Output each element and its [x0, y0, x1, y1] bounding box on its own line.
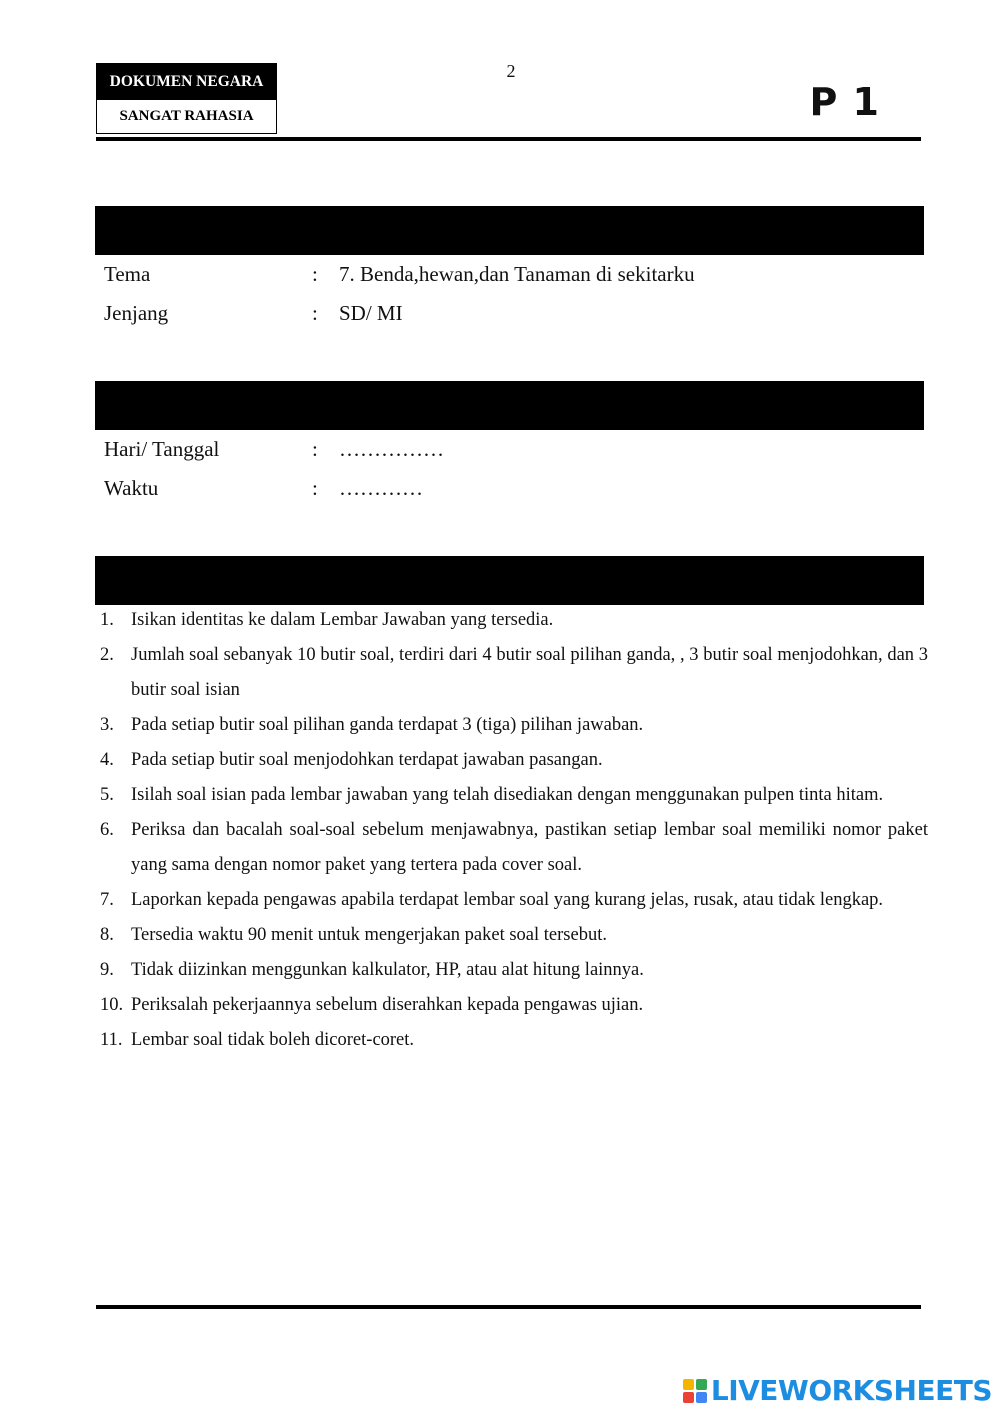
item-number: 5.	[100, 785, 114, 805]
item-number: 2.	[100, 645, 114, 665]
section-bar-identity	[95, 206, 924, 255]
item-number: 9.	[100, 960, 114, 980]
list-item	[100, 743, 928, 778]
paket-code: P 1	[809, 80, 880, 124]
logo-tile	[696, 1379, 707, 1390]
section-bar-schedule	[95, 381, 924, 430]
footer-divider	[96, 1305, 921, 1309]
badge-bottom-label: SANGAT RAHASIA	[119, 108, 254, 124]
info-value: 7. Benda,hewan,dan Tanaman di sekitarku	[339, 262, 695, 286]
item-text: Tersedia waktu 90 menit untuk mengerjakan paket soal tersebut.	[131, 925, 607, 945]
info-label: Jenjang	[104, 301, 169, 325]
item-number: 6.	[100, 820, 114, 840]
info-label: Hari/ Tanggal	[104, 437, 220, 461]
liveworksheets-watermark	[683, 1374, 992, 1407]
list-item	[100, 883, 928, 918]
list-item	[100, 638, 928, 708]
info-value: SD/ MI	[339, 301, 403, 325]
badge-top-label: DOKUMEN NEGARA	[97, 64, 276, 100]
info-separator: :	[312, 437, 318, 461]
item-text: Jumlah soal sebanyak 10 butir soal, terdiri dari 4 butir soal pilihan ganda, , 3 butir soal menjodohkan, dan 3 butir soal isian	[131, 645, 928, 700]
list-item	[100, 603, 928, 638]
item-text: Isilah soal isian pada lembar jawaban yang telah disediakan dengan menggunakan pulpen tinta hitam.	[131, 785, 884, 805]
item-number: 11.	[100, 1030, 123, 1050]
list-item	[100, 1023, 928, 1058]
item-text: Isikan identitas ke dalam Lembar Jawaban yang tersedia.	[131, 610, 554, 630]
header-divider	[96, 137, 921, 141]
logo-tile	[683, 1392, 694, 1403]
liveworksheets-logo-icon	[683, 1379, 707, 1403]
info-label: Waktu	[104, 476, 159, 500]
item-number: 1.	[100, 610, 114, 630]
logo-tile	[683, 1379, 694, 1390]
item-text: Lembar soal tidak boleh dicoret-coret.	[131, 1030, 415, 1050]
list-item	[100, 953, 928, 988]
info-row-jenjang	[104, 298, 904, 328]
info-row-hari-tanggal	[104, 434, 904, 464]
section-bar-instructions	[95, 556, 924, 605]
info-row-waktu	[104, 473, 904, 503]
list-item	[100, 813, 928, 883]
item-number: 4.	[100, 750, 114, 770]
item-text: Laporkan kepada pengawas apabila terdapat lembar soal yang kurang jelas, rusak, atau tidak lengkap.	[131, 890, 884, 910]
logo-tile	[696, 1392, 707, 1403]
item-text: Pada setiap butir soal menjodohkan terdapat jawaban pasangan.	[131, 750, 603, 770]
page-number: 2	[506, 61, 516, 81]
watermark-text: LIVEWORKSHEETS	[710, 1374, 992, 1407]
info-separator: :	[312, 301, 318, 325]
item-text: Pada setiap butir soal pilihan ganda terdapat 3 (tiga) pilihan jawaban.	[131, 715, 644, 735]
info-value: ……………	[339, 437, 444, 461]
item-text: Periksa dan bacalah soal-soal sebelum menjawabnya, pastikan setiap lembar soal memiliki nomor paket yang sama dengan nomor paket yang tertera pada cover soal.	[131, 820, 928, 875]
item-number: 8.	[100, 925, 114, 945]
instructions-list	[100, 603, 928, 1058]
item-text: Tidak diizinkan menggunkan kalkulator, HP, atau alat hitung lainnya.	[131, 960, 644, 980]
info-row-tema	[104, 259, 904, 289]
info-value: …………	[339, 476, 423, 500]
item-text: Periksalah pekerjaannya sebelum diserahkan kepada pengawas ujian.	[131, 995, 644, 1015]
list-item	[100, 988, 928, 1023]
list-item	[100, 918, 928, 953]
info-separator: :	[312, 476, 318, 500]
list-item	[100, 778, 928, 813]
item-number: 3.	[100, 715, 114, 735]
list-item	[100, 708, 928, 743]
info-separator: :	[312, 262, 318, 286]
item-number: 10.	[100, 995, 124, 1015]
item-number: 7.	[100, 890, 114, 910]
info-label: Tema	[104, 262, 151, 286]
